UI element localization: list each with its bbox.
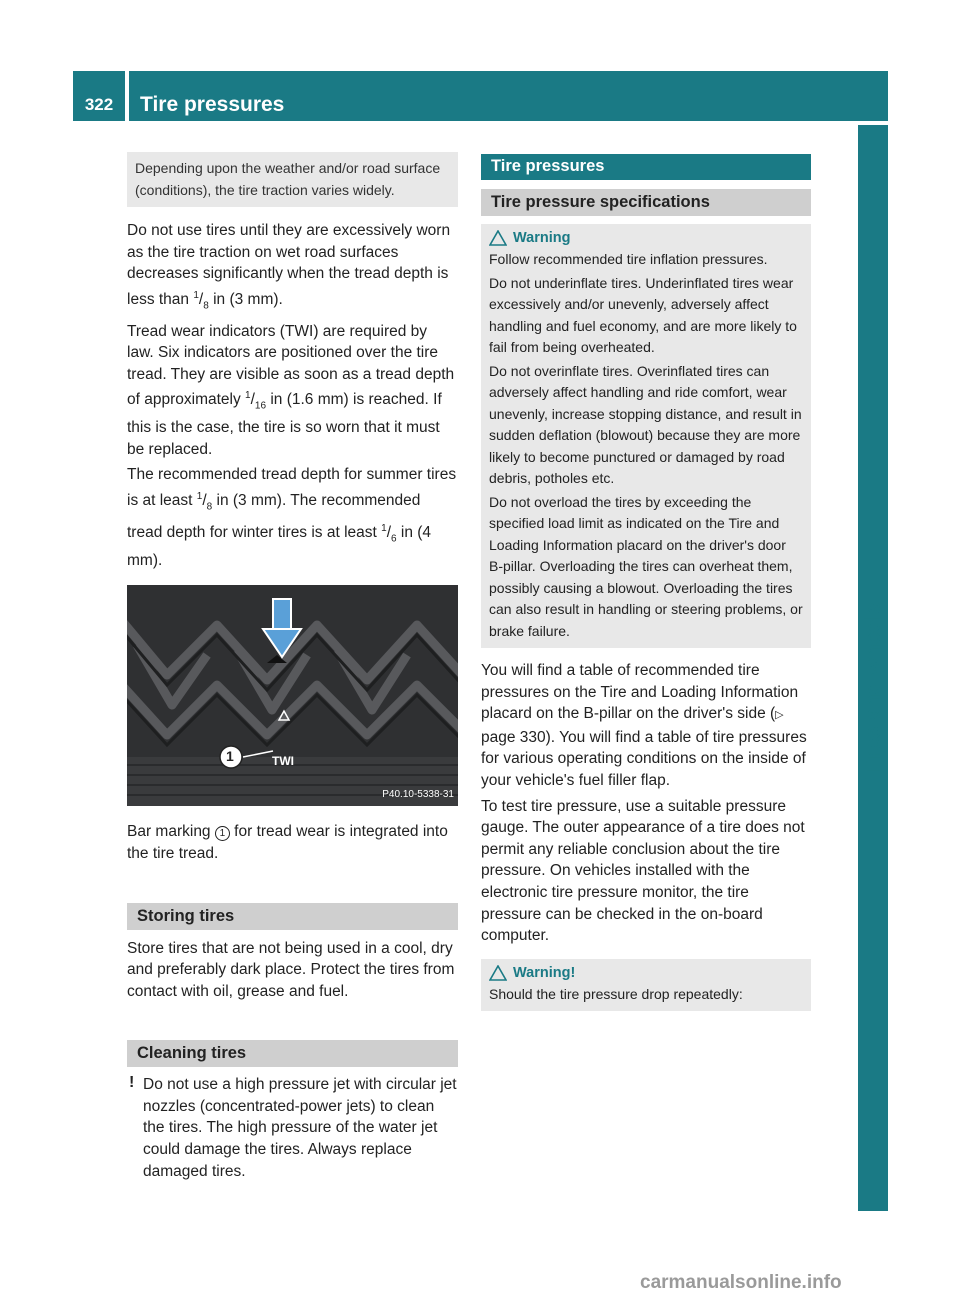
attention-icon: ! xyxy=(129,1074,135,1092)
watermark: carmanualsonline.info xyxy=(640,1272,842,1293)
text-run: in (3 mm). The recommended tread depth for winter tires is at least xyxy=(127,492,421,542)
callout-number: 1 xyxy=(226,748,234,765)
warning-header xyxy=(489,965,803,981)
text-run: The recommended tread depth for summer tires is at least xyxy=(127,466,457,510)
heading-storing-tires: Storing tires xyxy=(127,903,458,930)
callout-line xyxy=(243,751,273,757)
fraction-denominator: 8 xyxy=(203,300,209,312)
marker-badge: 1 xyxy=(215,826,230,841)
text-run: Do not use tires until they are excessively worn as the tire traction on wet road surfaces decreases significantly when the tread depth is less than xyxy=(127,222,451,308)
arrow-down-icon xyxy=(263,629,301,657)
fraction-denominator: 8 xyxy=(206,501,213,513)
cleaning-note xyxy=(127,1074,458,1182)
heading-tire-pressure-specs: Tire pressure specifications xyxy=(481,189,811,216)
warning-paragraph: Do not underinflate tires. Underinflated tires wear excessively and/or unevenly, adversely affect handling and fuel economy, and are more likely to fail from being overheated. xyxy=(489,274,797,355)
intro-note-text: Depending upon the weather and/or road surface (conditions), the tire traction varies widely. xyxy=(135,160,441,198)
page-reference-arrow-icon: ▷ xyxy=(775,709,784,722)
heading-tire-pressures: Tire pressures xyxy=(481,154,811,180)
warning-title: Warning xyxy=(513,230,571,246)
arrow-icon xyxy=(273,599,291,631)
fraction-denominator: 6 xyxy=(391,533,397,545)
sidebar-divider xyxy=(858,121,888,125)
warning-triangle-icon xyxy=(489,965,507,981)
text-run: in (4 mm). xyxy=(127,524,432,569)
cleaning-text: Do not use a high pressure jet with circular jet nozzles (concentrated-power jets) to clean the tires. The high pressure of the water jet could damage the tires. Always replace damaged tires. xyxy=(143,1076,457,1180)
warning-paragraph: Should the tire pressure drop repeatedly: xyxy=(489,985,743,1002)
warning-paragraph: Do not overinflate tires. Overinflated tires can adversely affect handling and ride comfort, wear unevenly, increase stopping distance, and result in sudden deflation (blowout) because they are more likely to become punctured or damaged by road debris, potholes etc. xyxy=(489,362,802,486)
warning-header xyxy=(489,230,803,246)
paragraph-tread-depth: Do not use tires until they are excessively worn as the tire traction on wet road surfaces decreases significantly when the tread depth is less than $^1/_8$ in (3 mm). xyxy=(127,222,451,312)
figure-annotations xyxy=(127,585,458,806)
fraction-numerator: 1 xyxy=(193,289,199,301)
warning-box-2 xyxy=(481,959,811,1012)
paragraph-recommended-depth: The recommended tread depth for summer tires is at least $^1/_8$ in (3 mm). The recommended tread depth for winter tires is at least $^1/_6$ in (4 mm). xyxy=(127,466,457,569)
fraction-numerator: 1 xyxy=(381,522,387,534)
text-run: You will find a table of recommended tire pressures on the Tire and Loading Information placard on the B-pillar on the driver's side ( xyxy=(481,662,799,723)
figure-caption xyxy=(127,821,458,864)
paragraph-test-pressure: To test tire pressure, use a suitable pressure gauge. The outer appearance of a tire does not permit any reliable conclusion about the tire pressure. On vehicles installed with the electronic tire pressure monitor, the tire pressure can be checked in the on-board computer. xyxy=(481,797,805,945)
storing-text: Store tires that are not being used in a cool, dry and preferably dark place. Protect the tires from contact with oil, grease and fuel. xyxy=(127,939,455,1000)
warning-paragraph: Do not overload the tires by exceeding the specified load limit as indicated on the Tire and Loading Information placard on the driver's door B-pillar. Overloading the tires can overheat them, possibly causing a blowout. Overloading the tires can also result in handling or steering problems, or brake failure. xyxy=(489,493,803,639)
fraction-numerator: 1 xyxy=(245,390,251,402)
text-run: page 330). You will find a table of tire pressures for various operating conditions on the inside of your vehicle's fuel filler flap. xyxy=(481,728,807,789)
figure-code: P40.10-5338-31 xyxy=(382,789,454,801)
warning-title: Warning! xyxy=(513,964,576,981)
warning-box xyxy=(481,224,811,648)
fraction-denominator: 16 xyxy=(254,400,267,412)
left-column xyxy=(127,152,458,1182)
twi-label: TWI xyxy=(272,754,294,769)
page-number: 322 xyxy=(84,95,114,114)
text-run: in (3 mm). xyxy=(208,290,283,308)
text-run: Tread wear indicators (TWI) are required by law. Six indicators are positioned over the tire tread. They are visible as soon as a tread depth of approximately xyxy=(127,322,455,409)
page-header xyxy=(73,71,888,121)
chapter-label: Tires and wheels xyxy=(860,601,885,779)
text-run: Bar marking xyxy=(127,823,215,841)
fraction-numerator: 1 xyxy=(196,491,203,503)
right-column xyxy=(481,154,811,1011)
paragraph-twi: Tread wear indicators (TWI) are required by law. Six indicators are positioned over the tire tread. They are visible as soon as a tread depth of approximately $^1/_{16}$ in (1.6 mm) is reached. If this is the case, the tire is so worn that it must be replaced. xyxy=(127,322,455,458)
paragraph-placard xyxy=(481,660,811,792)
warning-paragraph: Follow recommended tire inflation pressures. xyxy=(489,251,768,267)
twi-triangle-icon xyxy=(279,711,289,720)
page-title: Tire pressures xyxy=(140,93,285,116)
text-run: in (1.6 mm) is reached. If this is the case, the tire is so worn that it must be replaced. xyxy=(127,391,442,458)
header-divider xyxy=(125,71,129,121)
intro-note xyxy=(127,152,458,207)
text-run: for tread wear is integrated into the tire tread. xyxy=(127,823,448,862)
tread-wear-figure xyxy=(127,585,458,806)
heading-cleaning-tires: Cleaning tires xyxy=(127,1040,458,1067)
warning-triangle-icon xyxy=(489,230,507,246)
